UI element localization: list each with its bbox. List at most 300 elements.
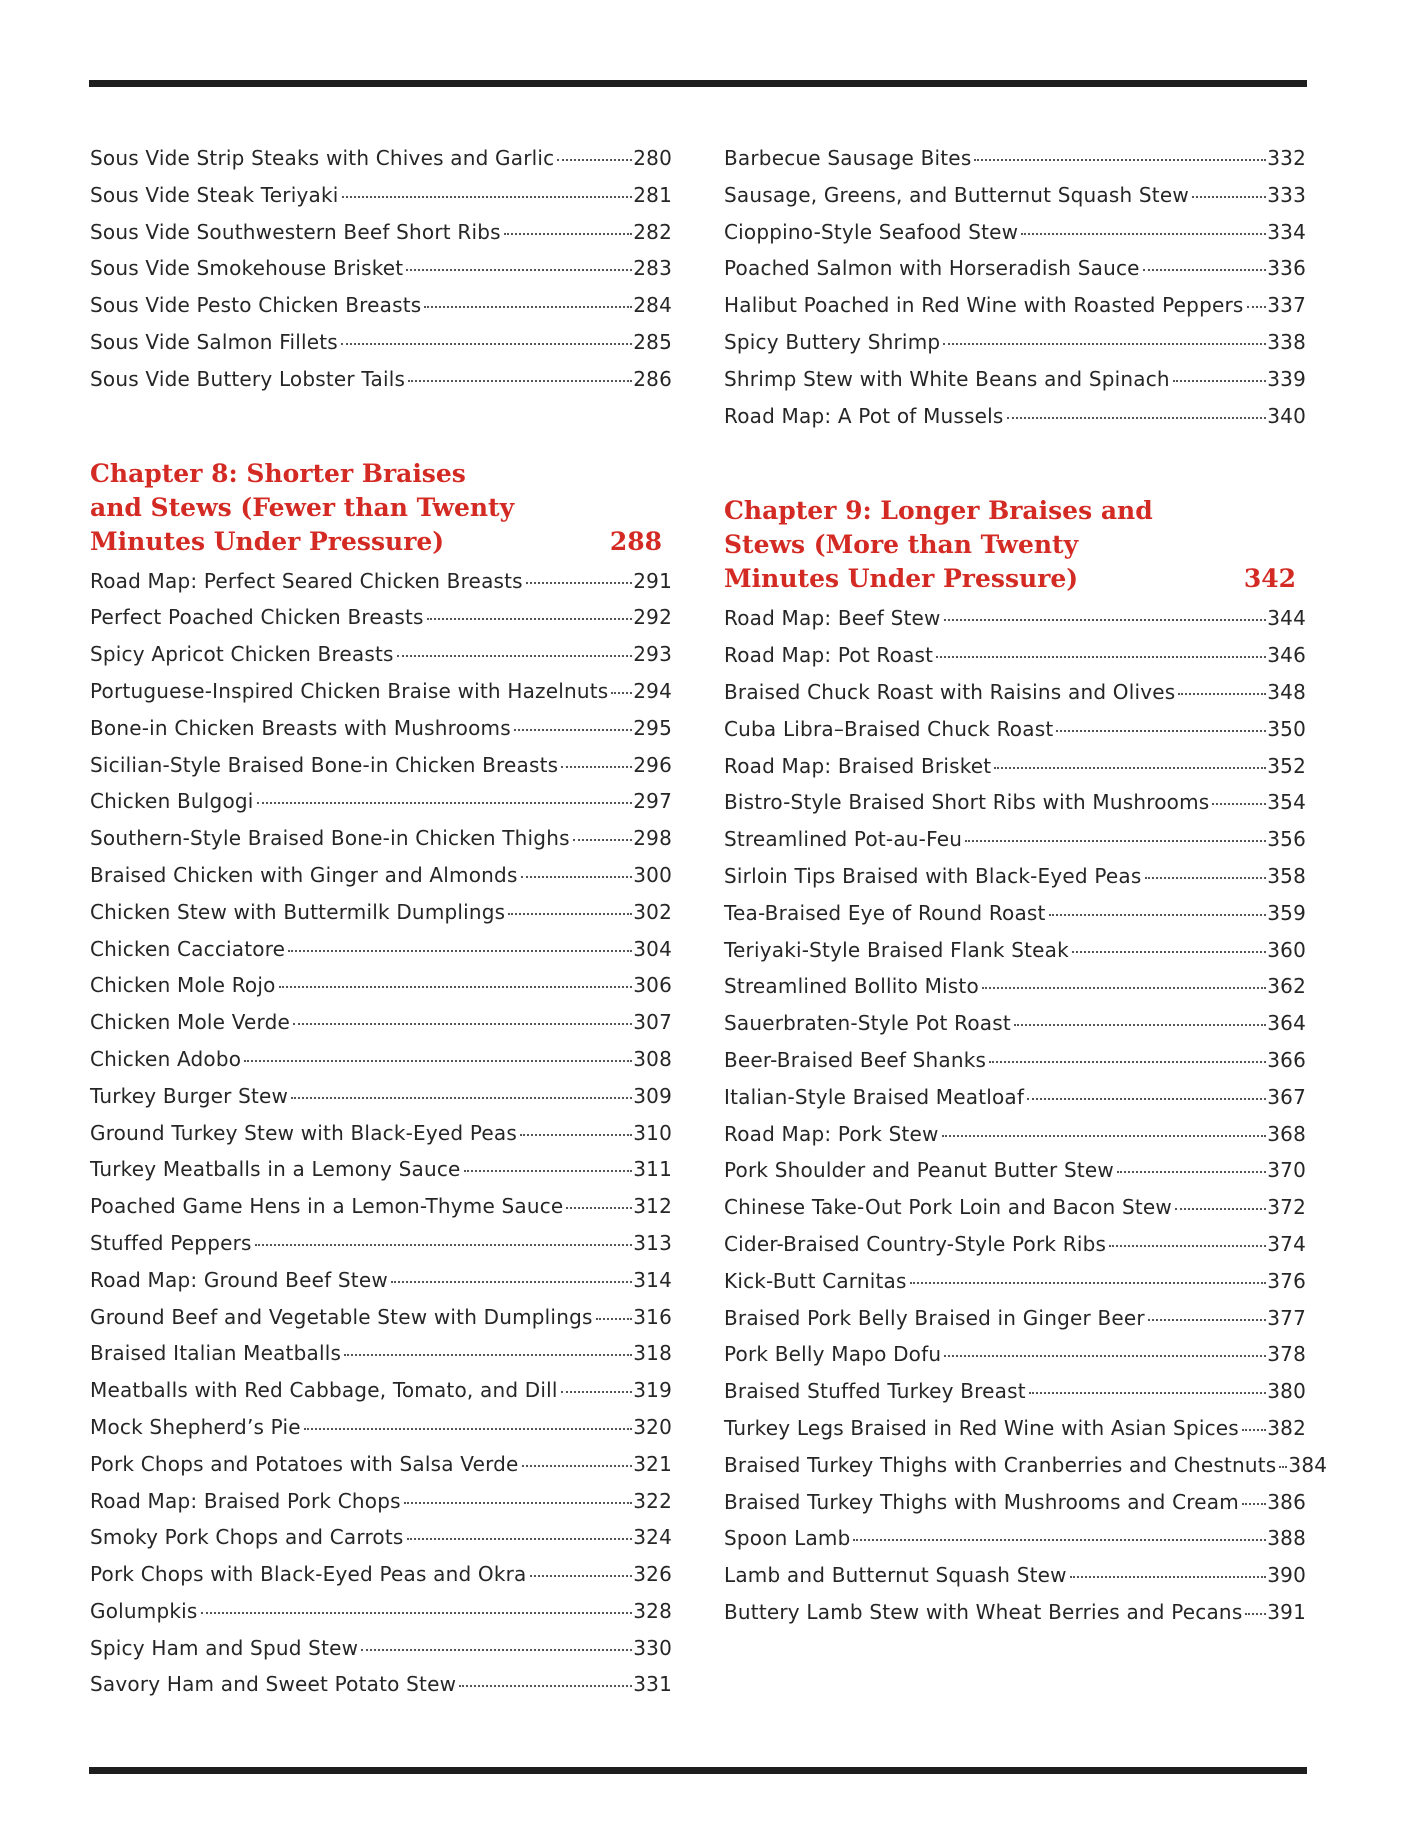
toc-entry-title: Braised Stuffed Turkey Breast xyxy=(724,1379,1026,1404)
toc-entry[interactable] xyxy=(90,716,672,753)
toc-entry-title: Sous Vide Smokehouse Brisket xyxy=(90,256,404,281)
toc-entry-title: Braised Italian Meatballs xyxy=(90,1341,342,1366)
toc-entry-title: Chicken Bulgogi xyxy=(90,789,254,814)
toc-entry-title: Streamlined Pot-au-Feu xyxy=(724,827,963,852)
dot-leader xyxy=(522,1465,633,1467)
top-rule xyxy=(89,80,1307,87)
toc-entry[interactable] xyxy=(724,717,1306,754)
toc-entry-page-number: 312 xyxy=(633,1194,672,1219)
toc-entry[interactable] xyxy=(90,1452,672,1489)
toc-entry-page-number: 376 xyxy=(1267,1268,1306,1293)
dot-leader xyxy=(526,582,632,584)
toc-entry-title: Pork Chops and Potatoes with Salsa Verde xyxy=(90,1451,519,1476)
toc-entry-page-number: 346 xyxy=(1267,643,1306,668)
dot-leader xyxy=(1242,1503,1266,1505)
toc-entry[interactable] xyxy=(90,1047,672,1084)
toc-entry-page-number: 337 xyxy=(1267,293,1306,318)
toc-entry-page-number: 324 xyxy=(633,1525,672,1550)
dot-leader xyxy=(293,1023,632,1025)
dot-leader xyxy=(508,913,632,915)
toc-entry[interactable] xyxy=(724,643,1306,680)
dot-leader xyxy=(573,839,633,841)
toc-entry[interactable] xyxy=(90,146,672,183)
toc-entry-page-number: 295 xyxy=(633,715,672,740)
dot-leader xyxy=(530,1575,633,1577)
dot-leader xyxy=(521,876,633,878)
toc-entry[interactable] xyxy=(724,1011,1306,1048)
dot-leader xyxy=(244,1060,632,1062)
toc-entry[interactable] xyxy=(90,1121,672,1158)
toc-entry-page-number: 291 xyxy=(633,568,672,593)
toc-entry-title: Braised Pork Belly Braised in Ginger Beer xyxy=(724,1305,1145,1330)
toc-entry-page-number: 311 xyxy=(633,1157,672,1182)
toc-entry-title: Chinese Take-Out Pork Loin and Bacon Stew xyxy=(724,1195,1172,1220)
dot-leader xyxy=(1175,1208,1266,1210)
toc-entry-title: Chicken Mole Rojo xyxy=(90,973,276,998)
dot-leader xyxy=(596,1318,633,1320)
dot-leader xyxy=(291,1097,632,1099)
dot-leader xyxy=(944,1355,1266,1357)
toc-entry-title: Smoky Pork Chops and Carrots xyxy=(90,1525,404,1550)
toc-entry-title: Turkey Legs Braised in Red Wine with Asian Spices xyxy=(724,1415,1239,1440)
toc-entry-page-number: 374 xyxy=(1267,1231,1306,1256)
toc-entry-title: Buttery Lamb Stew with Wheat Berries and Pecans xyxy=(724,1599,1243,1624)
toc-entry[interactable] xyxy=(724,293,1306,330)
toc-entry[interactable] xyxy=(724,1085,1306,1122)
toc-entry-title: Braised Chicken with Ginger and Almonds xyxy=(90,862,518,887)
toc-entry-page-number: 310 xyxy=(633,1120,672,1145)
dot-leader xyxy=(1173,380,1266,382)
toc-entry-title: Road Map: Ground Beef Stew xyxy=(90,1267,388,1292)
toc-entry[interactable] xyxy=(724,1158,1306,1195)
toc-entry-page-number: 313 xyxy=(633,1230,672,1255)
toc-entry-page-number: 281 xyxy=(633,182,672,207)
dot-leader xyxy=(561,1391,633,1393)
toc-entry[interactable] xyxy=(724,1048,1306,1085)
dot-leader xyxy=(427,618,633,620)
chapter-title-line: Chapter 8: Shorter Braises xyxy=(90,458,466,488)
dot-leader xyxy=(1029,1392,1266,1394)
toc-entry-title: Sicilian-Style Braised Bone-in Chicken Breasts xyxy=(90,752,559,777)
dot-leader xyxy=(566,1207,632,1209)
toc-entry[interactable] xyxy=(90,220,672,257)
toc-entry[interactable] xyxy=(90,1636,672,1673)
chapter-9-heading[interactable] xyxy=(724,494,1306,596)
toc-entry-page-number: 300 xyxy=(633,862,672,887)
toc-entry-title: Poached Game Hens in a Lemon-Thyme Sauce xyxy=(90,1194,564,1219)
toc-entry[interactable] xyxy=(724,938,1306,975)
toc-entry-page-number: 344 xyxy=(1267,606,1306,631)
toc-entry-page-number: 340 xyxy=(1267,403,1306,428)
toc-entry-title: Poached Salmon with Horseradish Sauce xyxy=(724,256,1140,281)
toc-entry-page-number: 294 xyxy=(633,678,672,703)
toc-entry-page-number: 359 xyxy=(1267,900,1306,925)
bottom-rule xyxy=(89,1767,1307,1774)
dot-leader xyxy=(406,269,632,271)
toc-entry[interactable] xyxy=(90,642,672,679)
toc-entry-page-number: 298 xyxy=(633,826,672,851)
toc-entry[interactable] xyxy=(724,183,1306,220)
dot-leader xyxy=(1007,417,1267,419)
toc-entry-title: Southern-Style Braised Bone-in Chicken Thighs xyxy=(90,826,570,851)
chapter-title-line: Minutes Under Pressure) xyxy=(90,526,445,556)
dot-leader xyxy=(504,233,632,235)
toc-entry-page-number: 285 xyxy=(633,329,672,354)
toc-entry[interactable] xyxy=(90,1157,672,1194)
toc-entry-page-number: 364 xyxy=(1267,1011,1306,1036)
toc-entry[interactable] xyxy=(724,680,1306,717)
toc-entry-page-number: 360 xyxy=(1267,937,1306,962)
dot-leader xyxy=(257,802,633,804)
toc-entry-title: Road Map: Braised Pork Chops xyxy=(90,1488,401,1513)
toc-entry-page-number: 316 xyxy=(633,1304,672,1329)
toc-entry-page-number: 368 xyxy=(1267,1121,1306,1146)
toc-entry-title: Braised Chuck Roast with Raisins and Olives xyxy=(724,679,1176,704)
toc-entry-page-number: 280 xyxy=(633,146,672,170)
toc-entry-page-number: 354 xyxy=(1267,790,1306,815)
toc-entry[interactable] xyxy=(90,1010,672,1047)
dot-leader xyxy=(1027,1098,1266,1100)
toc-entry[interactable] xyxy=(90,679,672,716)
toc-entry-page-number: 326 xyxy=(633,1562,672,1587)
toc-entry-title: Turkey Burger Stew xyxy=(90,1083,289,1108)
dot-leader xyxy=(942,1135,1267,1137)
dot-leader xyxy=(853,1539,1266,1541)
toc-list-top xyxy=(90,146,672,404)
toc-entry[interactable] xyxy=(90,1378,672,1415)
dot-leader xyxy=(910,1282,1267,1284)
toc-entry-title: Mock Shepherd’s Pie xyxy=(90,1414,301,1439)
dot-leader xyxy=(1070,1576,1267,1578)
toc-entry-page-number: 338 xyxy=(1267,329,1306,354)
toc-entry-title: Spicy Ham and Spud Stew xyxy=(90,1635,359,1660)
toc-entry-title: Sous Vide Pesto Chicken Breasts xyxy=(90,293,422,318)
toc-entry-page-number: 348 xyxy=(1267,679,1306,704)
toc-entry-page-number: 356 xyxy=(1267,827,1306,852)
toc-entry-title: Spicy Apricot Chicken Breasts xyxy=(90,642,394,667)
dot-leader xyxy=(520,1134,632,1136)
toc-entry-title: Lamb and Butternut Squash Stew xyxy=(724,1563,1067,1588)
toc-entry-title: Stuffed Peppers xyxy=(90,1230,252,1255)
dot-leader xyxy=(1145,877,1267,879)
dot-leader xyxy=(944,619,1267,621)
toc-entry[interactable] xyxy=(90,1084,672,1121)
chapter-title-line: Stews (More than Twenty xyxy=(724,530,1079,560)
toc-entry[interactable] xyxy=(90,1231,672,1268)
toc-entry[interactable] xyxy=(724,1195,1306,1232)
toc-entry-page-number: 377 xyxy=(1267,1305,1306,1330)
dot-leader xyxy=(1056,730,1266,732)
dot-leader xyxy=(1117,1171,1266,1173)
toc-left-column xyxy=(90,146,672,1709)
toc-entry-page-number: 297 xyxy=(633,789,672,814)
chapter-8-heading[interactable] xyxy=(90,457,672,559)
toc-entry-page-number: 366 xyxy=(1267,1047,1306,1072)
toc-entry[interactable] xyxy=(724,367,1306,404)
toc-entry-page-number: 292 xyxy=(633,605,672,630)
toc-entry[interactable] xyxy=(90,1562,672,1599)
dot-leader xyxy=(1049,914,1267,916)
toc-entry[interactable] xyxy=(90,753,672,790)
toc-entry[interactable] xyxy=(724,864,1306,901)
dot-leader xyxy=(994,767,1266,769)
toc-entry-page-number: 384 xyxy=(1288,1452,1328,1477)
toc-entry-page-number: 336 xyxy=(1267,256,1306,281)
toc-entry[interactable] xyxy=(724,1232,1306,1269)
toc-entry-title: Chicken Stew with Buttermilk Dumplings xyxy=(90,899,506,924)
dot-leader xyxy=(1072,951,1266,953)
toc-entry-title: Road Map: Pork Stew xyxy=(724,1121,939,1146)
dot-leader xyxy=(255,1244,633,1246)
toc-entry-title: Road Map: Braised Brisket xyxy=(724,753,992,778)
dot-leader xyxy=(1245,1613,1266,1615)
toc-entry-page-number: 282 xyxy=(633,219,672,244)
toc-entry-title: Cuba Libra–Braised Chuck Roast xyxy=(724,716,1054,741)
chapter-page-number: 288 xyxy=(609,526,662,556)
toc-right-column xyxy=(724,146,1328,1637)
toc-entry-title: Teriyaki-Style Braised Flank Steak xyxy=(724,937,1069,962)
toc-entry[interactable] xyxy=(724,974,1306,1011)
toc-entry-title: Italian-Style Braised Meatloaf xyxy=(724,1084,1025,1109)
toc-entry-title: Turkey Meatballs in a Lemony Sauce xyxy=(90,1157,461,1182)
chapter-page-number: 342 xyxy=(1243,564,1296,594)
toc-entry[interactable] xyxy=(724,1526,1306,1563)
toc-entry-page-number: 304 xyxy=(633,936,672,961)
dot-leader xyxy=(1014,1024,1266,1026)
toc-entry-page-number: 308 xyxy=(633,1046,672,1071)
chapter-title-line: and Stews (Fewer than Twenty xyxy=(90,492,515,522)
dot-leader xyxy=(611,692,632,694)
toc-entry-title: Sous Vide Southwestern Beef Short Ribs xyxy=(90,219,501,244)
toc-entry-page-number: 321 xyxy=(633,1451,672,1476)
toc-entry-title: Braised Turkey Thighs with Mushrooms and Cream xyxy=(724,1489,1239,1514)
toc-entry[interactable] xyxy=(724,754,1306,791)
toc-entry[interactable] xyxy=(90,183,672,220)
toc-entry-page-number: 314 xyxy=(633,1267,672,1292)
toc-entry-page-number: 328 xyxy=(633,1598,672,1623)
toc-entry-page-number: 302 xyxy=(633,899,672,924)
toc-entry-page-number: 320 xyxy=(633,1414,672,1439)
toc-entry-title: Ground Turkey Stew with Black-Eyed Peas xyxy=(90,1120,517,1145)
toc-entry-title: Sous Vide Salmon Fillets xyxy=(90,329,338,354)
toc-entry[interactable] xyxy=(90,1489,672,1526)
dot-leader xyxy=(344,1354,632,1356)
toc-entry-title: Bistro-Style Braised Short Ribs with Mushrooms xyxy=(724,790,1210,815)
dot-leader xyxy=(361,1649,632,1651)
toc-entry[interactable] xyxy=(90,330,672,367)
toc-entry[interactable] xyxy=(90,826,672,863)
toc-entry[interactable] xyxy=(724,256,1306,293)
toc-entry[interactable] xyxy=(724,1416,1306,1453)
toc-entry-title: Spoon Lamb xyxy=(724,1526,851,1551)
toc-entry-page-number: 372 xyxy=(1267,1195,1306,1220)
toc-entry-page-number: 309 xyxy=(633,1083,672,1108)
dot-leader xyxy=(982,987,1266,989)
toc-entry-title: Sirloin Tips Braised with Black-Eyed Peas xyxy=(724,863,1142,888)
toc-entry[interactable] xyxy=(90,1672,672,1709)
toc-entry[interactable] xyxy=(724,330,1306,367)
toc-entry-title: Kick-Butt Carnitas xyxy=(724,1268,907,1293)
dot-leader xyxy=(1279,1466,1287,1468)
toc-entry-page-number: 386 xyxy=(1267,1489,1306,1514)
toc-entry-title: Savory Ham and Sweet Potato Stew xyxy=(90,1672,457,1697)
toc-entry-page-number: 382 xyxy=(1267,1415,1306,1440)
dot-leader xyxy=(391,1281,632,1283)
toc-entry-page-number: 332 xyxy=(1267,146,1306,170)
toc-entry[interactable] xyxy=(724,1342,1306,1379)
toc-entry-title: Perfect Poached Chicken Breasts xyxy=(90,605,424,630)
toc-entry[interactable] xyxy=(724,901,1306,938)
toc-entry[interactable] xyxy=(724,1122,1306,1159)
chapter-title-line: Chapter 9: Longer Braises and xyxy=(724,496,1153,526)
toc-entry[interactable] xyxy=(724,1269,1306,1306)
toc-entry[interactable] xyxy=(90,1415,672,1452)
toc-entry-title: Road Map: Perfect Seared Chicken Breasts xyxy=(90,568,523,593)
toc-entry-title: Sous Vide Steak Teriyaki xyxy=(90,182,339,207)
toc-entry[interactable] xyxy=(90,900,672,937)
toc-entry-title: Road Map: Beef Stew xyxy=(724,606,941,631)
toc-entry-page-number: 283 xyxy=(633,256,672,281)
chapter-title-line: Minutes Under Pressure) xyxy=(724,564,1079,594)
toc-entry[interactable] xyxy=(724,220,1306,257)
toc-entry-page-number: 296 xyxy=(633,752,672,777)
toc-entry-page-number: 362 xyxy=(1267,974,1306,999)
toc-entry-title: Chicken Cacciatore xyxy=(90,936,286,961)
dot-leader xyxy=(288,950,632,952)
toc-entry[interactable] xyxy=(90,569,672,606)
toc-entry-page-number: 293 xyxy=(633,642,672,667)
toc-entry-title: Cider-Braised Country-Style Pork Ribs xyxy=(724,1231,1107,1256)
toc-entry-page-number: 334 xyxy=(1267,219,1306,244)
toc-entry[interactable] xyxy=(724,404,1306,441)
dot-leader xyxy=(557,159,632,161)
toc-entry[interactable] xyxy=(724,1490,1306,1527)
toc-entry-page-number: 284 xyxy=(633,293,672,318)
toc-entry[interactable] xyxy=(90,1341,672,1378)
toc-entry-page-number: 380 xyxy=(1267,1379,1306,1404)
toc-entry[interactable] xyxy=(724,1379,1306,1416)
toc-entry-title: Barbecue Sausage Bites xyxy=(724,146,972,170)
toc-entry-title: Cioppino-Style Seafood Stew xyxy=(724,219,1019,244)
dot-leader xyxy=(459,1685,632,1687)
toc-entry-title: Bone-in Chicken Breasts with Mushrooms xyxy=(90,715,511,740)
toc-entry-title: Road Map: Pot Roast xyxy=(724,643,934,668)
toc-entry-page-number: 339 xyxy=(1267,366,1306,391)
toc-entry-title: Chicken Adobo xyxy=(90,1046,242,1071)
toc-entry-title: Tea-Braised Eye of Round Roast xyxy=(724,900,1046,925)
toc-entry[interactable] xyxy=(724,1306,1306,1343)
toc-entry-title: Sauerbraten-Style Pot Roast xyxy=(724,1011,1011,1036)
dot-leader xyxy=(404,1502,633,1504)
toc-entry-title: Spicy Buttery Shrimp xyxy=(724,329,941,354)
dot-leader xyxy=(1021,233,1266,235)
toc-entry[interactable] xyxy=(90,1599,672,1636)
toc-entry-title: Road Map: A Pot of Mussels xyxy=(724,403,1004,428)
toc-list-chapter-9 xyxy=(724,606,1328,1636)
toc-entry-title: Chicken Mole Verde xyxy=(90,1010,291,1035)
dot-leader xyxy=(965,840,1266,842)
dot-leader xyxy=(1109,1245,1266,1247)
toc-entry-title: Meatballs with Red Cabbage, Tomato, and Dill xyxy=(90,1378,558,1403)
toc-entry-page-number: 378 xyxy=(1267,1342,1306,1367)
toc-entry-page-number: 367 xyxy=(1267,1084,1306,1109)
toc-entry-page-number: 319 xyxy=(633,1378,672,1403)
toc-entry[interactable] xyxy=(90,863,672,900)
toc-entry[interactable] xyxy=(90,1194,672,1231)
toc-entry-page-number: 322 xyxy=(633,1488,672,1513)
dot-leader xyxy=(341,343,632,345)
toc-entry-page-number: 390 xyxy=(1267,1563,1306,1588)
toc-entry[interactable] xyxy=(90,1525,672,1562)
toc-entry-page-number: 318 xyxy=(633,1341,672,1366)
dot-leader xyxy=(936,656,1266,658)
dot-leader xyxy=(464,1170,633,1172)
toc-entry-page-number: 330 xyxy=(633,1635,672,1660)
dot-leader xyxy=(514,729,632,731)
dot-leader xyxy=(407,1538,633,1540)
toc-entry[interactable] xyxy=(90,937,672,974)
toc-entry-title: Ground Beef and Vegetable Stew with Dumplings xyxy=(90,1304,593,1329)
dot-leader xyxy=(1212,803,1266,805)
dot-leader xyxy=(1242,1429,1266,1431)
dot-leader xyxy=(989,1061,1266,1063)
toc-entry[interactable] xyxy=(724,1452,1328,1490)
dot-leader xyxy=(342,196,633,198)
toc-entry-title: Pork Shoulder and Peanut Butter Stew xyxy=(724,1158,1114,1183)
dot-leader xyxy=(1192,196,1266,198)
toc-entry[interactable] xyxy=(90,973,672,1010)
toc-entry-page-number: 370 xyxy=(1267,1158,1306,1183)
toc-entry-title: Golumpkis xyxy=(90,1598,198,1623)
dot-leader xyxy=(974,159,1266,161)
toc-entry[interactable] xyxy=(90,367,672,404)
toc-entry[interactable] xyxy=(90,256,672,293)
dot-leader xyxy=(279,986,633,988)
toc-entry[interactable] xyxy=(724,1600,1306,1637)
dot-leader xyxy=(1143,269,1267,271)
toc-entry[interactable] xyxy=(90,605,672,642)
toc-list-chapter-8 xyxy=(90,569,672,1710)
dot-leader xyxy=(201,1612,633,1614)
toc-entry-title: Streamlined Bollito Misto xyxy=(724,974,979,999)
dot-leader xyxy=(408,380,632,382)
toc-entry-title: Shrimp Stew with White Beans and Spinach xyxy=(724,366,1170,391)
toc-entry-page-number: 350 xyxy=(1267,716,1306,741)
dot-leader xyxy=(561,766,632,768)
toc-entry-title: Braised Turkey Thighs with Cranberries and Chestnuts xyxy=(724,1452,1277,1477)
dot-leader xyxy=(304,1428,632,1430)
toc-entry[interactable] xyxy=(90,1305,672,1342)
toc-entry[interactable] xyxy=(90,1268,672,1305)
toc-entry[interactable] xyxy=(90,293,672,330)
toc-entry-title: Pork Chops with Black-Eyed Peas and Okra xyxy=(90,1562,527,1587)
toc-entry[interactable] xyxy=(90,789,672,826)
toc-entry[interactable] xyxy=(724,827,1306,864)
toc-entry-title: Sous Vide Strip Steaks with Chives and Garlic xyxy=(90,146,555,170)
toc-list-top xyxy=(724,146,1306,440)
dot-leader xyxy=(1247,306,1267,308)
toc-entry-page-number: 286 xyxy=(633,366,672,391)
toc-entry[interactable] xyxy=(724,1563,1306,1600)
toc-entry-title: Pork Belly Mapo Dofu xyxy=(724,1342,942,1367)
toc-entry-title: Portuguese-Inspired Chicken Braise with Hazelnuts xyxy=(90,678,609,703)
toc-entry[interactable] xyxy=(724,146,1306,183)
toc-entry[interactable] xyxy=(724,606,1306,643)
toc-entry-page-number: 358 xyxy=(1267,863,1306,888)
dot-leader xyxy=(397,655,633,657)
toc-entry[interactable] xyxy=(724,790,1306,827)
dot-leader xyxy=(1148,1319,1266,1321)
